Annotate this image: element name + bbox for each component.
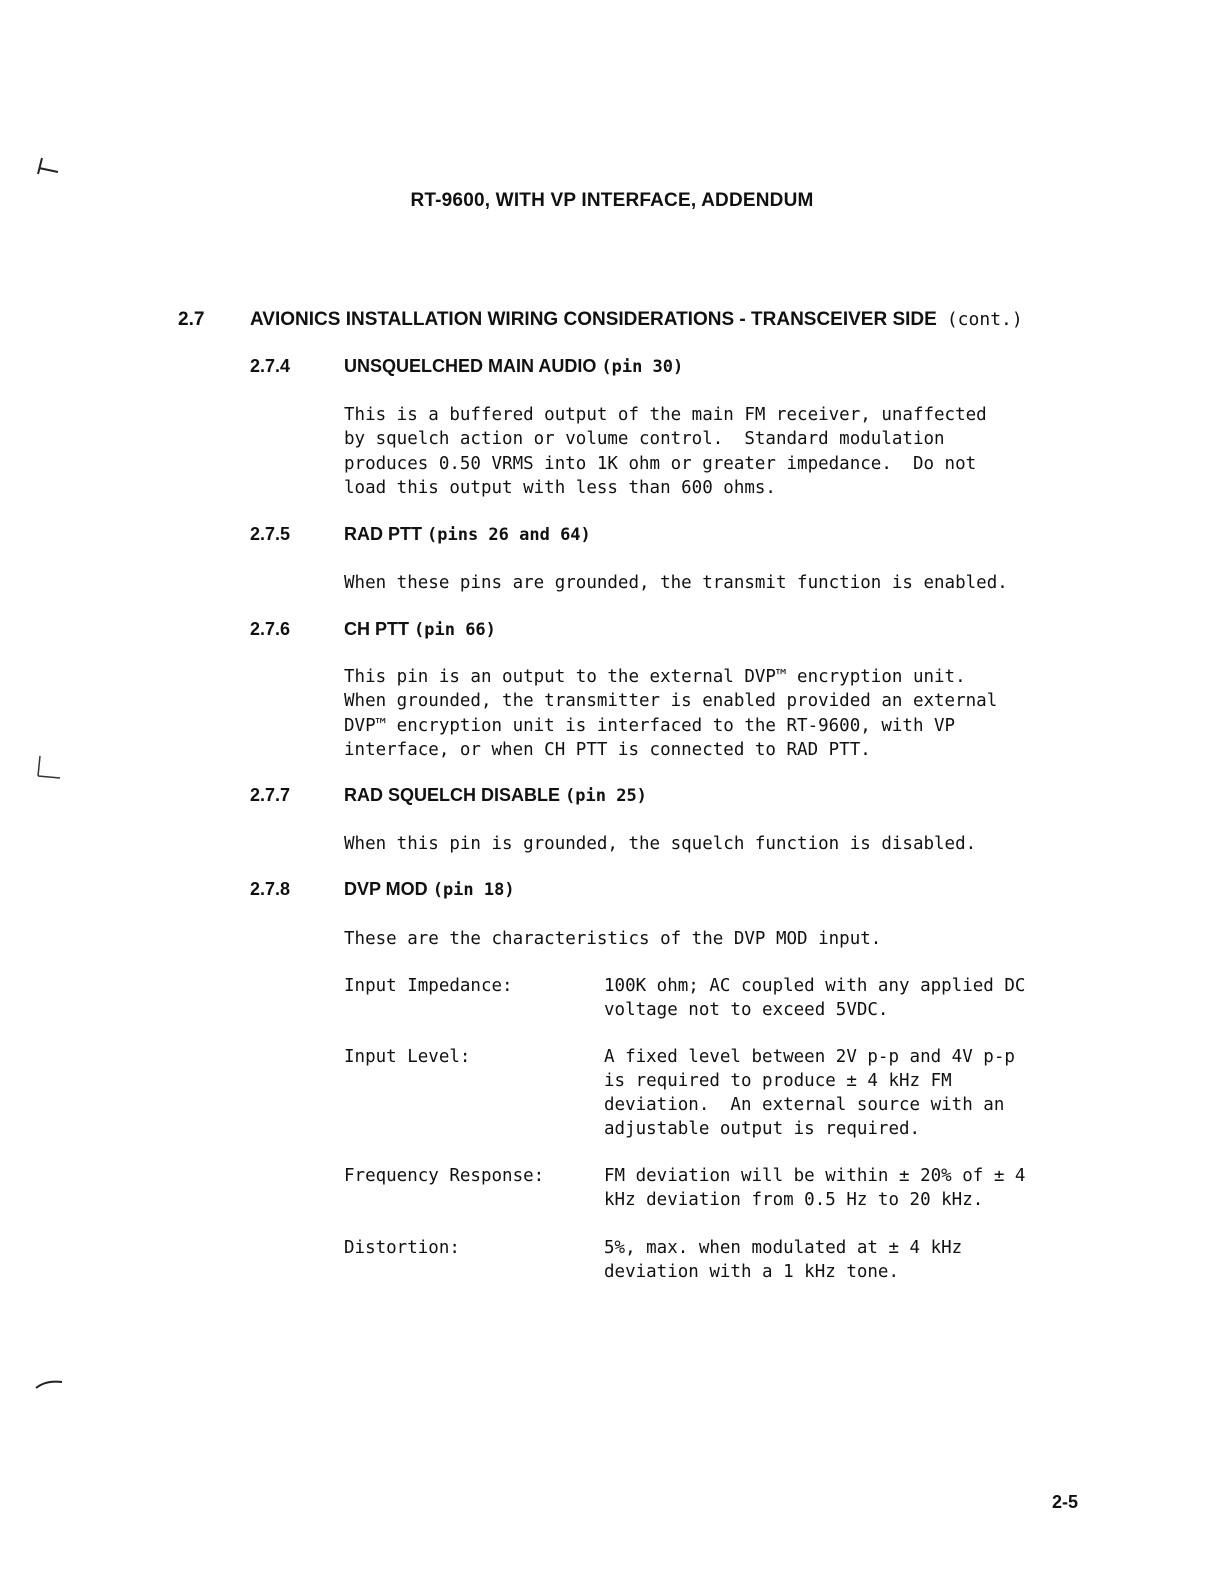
subsection-title: RAD SQUELCH DISABLE: [344, 785, 561, 805]
subsection-body: These are the characteristics of the DVP MOD input.: [344, 929, 882, 949]
subsection-title: UNSQUELCHED MAIN AUDIO: [344, 356, 597, 376]
section-heading: [178, 309, 1023, 331]
spec-label: Frequency Response:: [344, 1166, 545, 1186]
spec-label: Input Level:: [344, 1047, 471, 1067]
subsection-pin: (pin 66): [414, 620, 496, 640]
subsection-number: 2.7.8: [250, 879, 291, 899]
document-header: RT-9600, WITH VP INTERFACE, ADDENDUM: [410, 190, 814, 211]
hole-mark-icon: [30, 752, 70, 782]
subsection-heading: [250, 785, 647, 806]
subsection-body: This pin is an output to the external DVP™ encryption unit. When grounded, the transmitter is enabled provided an external DVP™ encryption unit is interfaced to the RT-9600, with VP interface, or when CH PTT is connected to RAD PTT.: [344, 667, 998, 760]
subsection-body: This is a buffered output of the main FM receiver, unaffected by squelch action or volume control. Standard modulation produces 0.50 VRMS into 1K ohm or greater impedance. Do not load this output with less than 600 ohms.: [344, 405, 987, 498]
section-title: AVIONICS INSTALLATION WIRING CONSIDERATIONS - TRANSCEIVER SIDE: [250, 309, 937, 330]
spec-value: 5%, max. when modulated at ± 4 kHz deviation with a 1 kHz tone.: [604, 1238, 963, 1282]
subsection-pin: (pin 25): [565, 786, 647, 806]
spec-label: Distortion:: [344, 1238, 460, 1258]
subsection-title: RAD PTT: [344, 524, 422, 544]
subsection-pin: (pins 26 and 64): [427, 525, 591, 545]
subsection-body: When this pin is grounded, the squelch function is disabled.: [344, 834, 977, 854]
spec-value: A fixed level between 2V p-p and 4V p-p is required to produce ± 4 kHz FM deviation. An external source with an adjustable output is required.: [604, 1047, 1015, 1139]
hole-mark-icon: [30, 1368, 70, 1398]
subsection-number: 2.7.4: [250, 356, 291, 376]
subsection-heading: [250, 879, 515, 900]
subsection-heading: [250, 356, 683, 377]
subsection-pin: (pin 30): [601, 357, 684, 377]
subsection-number: 2.7.6: [250, 619, 291, 639]
subsection-number: 2.7.7: [250, 785, 291, 805]
spec-label: Input Impedance:: [344, 976, 513, 996]
subsection-body: When these pins are grounded, the transmit function is enabled.: [344, 573, 1008, 593]
hole-mark-icon: [30, 152, 70, 182]
subsection-heading: [250, 619, 496, 640]
subsection-heading: [250, 524, 591, 545]
subsection-title: DVP MOD: [344, 879, 428, 899]
subsection-number: 2.7.5: [250, 524, 291, 544]
page-number: 2-5: [1052, 1492, 1079, 1512]
spec-value: FM deviation will be within ± 20% of ± 4 kHz deviation from 0.5 Hz to 20 kHz.: [604, 1166, 1026, 1210]
spec-value: 100K ohm; AC coupled with any applied DC voltage not to exceed 5VDC.: [604, 976, 1026, 1020]
section-cont: (cont.): [946, 309, 1023, 330]
subsection-title: CH PTT: [344, 619, 409, 639]
subsection-pin: (pin 18): [432, 880, 515, 900]
section-number: 2.7: [178, 309, 205, 330]
